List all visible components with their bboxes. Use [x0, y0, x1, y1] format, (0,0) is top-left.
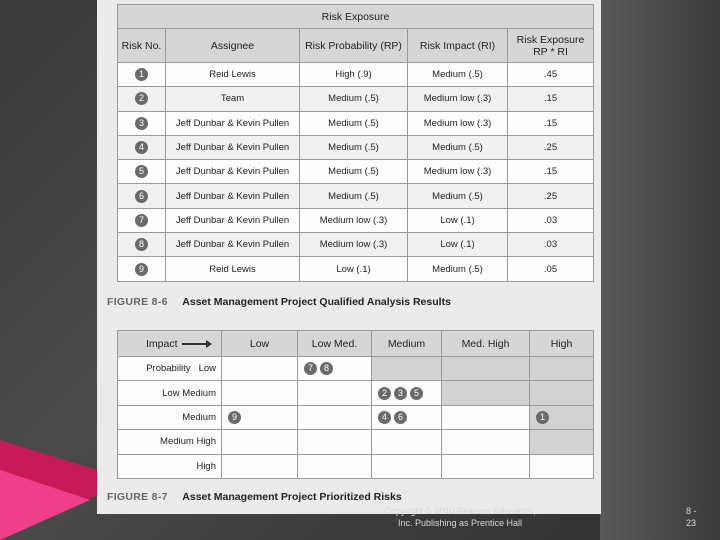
impact-column-header: Low — [222, 331, 298, 357]
exposure-cell: .15 — [508, 160, 594, 184]
risk-number-cell — [118, 208, 166, 232]
page-number-line-1: 8 - — [686, 506, 697, 516]
table-row — [118, 233, 594, 257]
right-arrow-icon — [182, 343, 208, 345]
assignee-cell: Jeff Dunbar & Kevin Pullen — [166, 160, 300, 184]
figure-8-6-title: Asset Management Project Qualified Analysis Results — [182, 296, 451, 308]
risk-number-badge: 9 — [135, 263, 148, 276]
risk-number-badge: 8 — [135, 238, 148, 251]
matrix-cell — [530, 454, 594, 478]
risk-number-cell — [118, 111, 166, 135]
matrix-cell — [372, 357, 442, 381]
matrix-cell — [372, 454, 442, 478]
table-row — [118, 257, 594, 281]
risk-exposure-table — [117, 4, 594, 282]
risk-number-badge: 7 — [135, 214, 148, 227]
table-row — [118, 184, 594, 208]
impact-cell: Medium (.5) — [408, 135, 508, 159]
risk-number-cell — [118, 184, 166, 208]
assignee-cell: Jeff Dunbar & Kevin Pullen — [166, 184, 300, 208]
probability-level: Medium High — [160, 436, 216, 448]
impact-cell: Medium (.5) — [408, 257, 508, 281]
probability-row-label — [118, 454, 222, 478]
risk-number-cell — [118, 135, 166, 159]
figure-8-7-caption — [107, 491, 402, 503]
impact-cell: Medium low (.3) — [408, 111, 508, 135]
matrix-row — [118, 430, 594, 454]
matrix-cell — [222, 405, 298, 429]
matrix-cell — [530, 405, 594, 429]
matrix-cell — [298, 381, 372, 405]
probability-cell: Medium (.5) — [300, 111, 408, 135]
probability-cell: Medium (.5) — [300, 135, 408, 159]
assignee-cell: Reid Lewis — [166, 63, 300, 87]
impact-column-header: Low Med. — [298, 331, 372, 357]
probability-level: Low — [198, 363, 216, 375]
risk-number-cell — [118, 63, 166, 87]
column-header: Risk Impact (RI) — [408, 29, 508, 63]
table-row — [118, 135, 594, 159]
figure-8-6-label: FIGURE 8-6 — [107, 296, 168, 308]
assignee-cell: Reid Lewis — [166, 257, 300, 281]
probability-cell: Low (.1) — [300, 257, 408, 281]
matrix-cell — [222, 357, 298, 381]
risk-exposure-title: Risk Exposure — [118, 5, 594, 29]
risk-number-badge: 6 — [394, 411, 407, 424]
probability-cell: Medium low (.3) — [300, 208, 408, 232]
probability-label: Probability — [146, 363, 191, 375]
matrix-cell — [372, 430, 442, 454]
exposure-cell: .45 — [508, 63, 594, 87]
impact-cell: Medium (.5) — [408, 63, 508, 87]
probability-row-label — [118, 430, 222, 454]
risk-number-badge: 6 — [135, 190, 148, 203]
probability-row-label — [118, 381, 222, 405]
matrix-cell — [442, 357, 530, 381]
matrix-cell — [222, 454, 298, 478]
assignee-cell: Team — [166, 87, 300, 111]
impact-cell: Medium low (.3) — [408, 87, 508, 111]
matrix-row — [118, 381, 594, 405]
assignee-cell: Jeff Dunbar & Kevin Pullen — [166, 135, 300, 159]
slide-background-stripe — [600, 0, 720, 540]
risk-number-badge: 4 — [135, 141, 148, 154]
column-header: Risk Exposure RP * RI — [508, 29, 594, 63]
impact-cell: Medium low (.3) — [408, 160, 508, 184]
exposure-cell: .05 — [508, 257, 594, 281]
impact-header — [118, 331, 222, 357]
probability-cell: Medium low (.3) — [300, 233, 408, 257]
exposure-cell: .03 — [508, 233, 594, 257]
impact-cell: Low (.1) — [408, 233, 508, 257]
risk-number-cell — [118, 87, 166, 111]
impact-column-header: Med. High — [442, 331, 530, 357]
table-row — [118, 160, 594, 184]
matrix-cell — [530, 357, 594, 381]
risk-number-badge: 2 — [378, 387, 391, 400]
matrix-row — [118, 454, 594, 478]
probability-row-label — [118, 357, 222, 381]
table-row — [118, 63, 594, 87]
risk-number-badge: 5 — [410, 387, 423, 400]
matrix-cell — [442, 454, 530, 478]
impact-cell: Medium (.5) — [408, 184, 508, 208]
table-row — [118, 87, 594, 111]
risk-number-cell — [118, 233, 166, 257]
impact-column-header: High — [530, 331, 594, 357]
matrix-cell — [222, 430, 298, 454]
probability-cell: Medium (.5) — [300, 87, 408, 111]
risk-number-badge: 9 — [228, 411, 241, 424]
matrix-cell — [442, 405, 530, 429]
copyright-line-2: Inc. Publishing as Prentice Hall — [397, 518, 523, 528]
copyright-line-1: Copyright © 2010 Pearson Education, — [384, 506, 536, 516]
risk-number-badge: 4 — [378, 411, 391, 424]
column-header: Risk Probability (RP) — [300, 29, 408, 63]
risk-number-badge: 5 — [135, 165, 148, 178]
assignee-cell: Jeff Dunbar & Kevin Pullen — [166, 208, 300, 232]
figure-8-7-label: FIGURE 8-7 — [107, 491, 168, 503]
probability-cell: Medium (.5) — [300, 184, 408, 208]
table-row — [118, 111, 594, 135]
probability-level: Low Medium — [162, 387, 216, 399]
matrix-cell — [298, 454, 372, 478]
exposure-cell: .15 — [508, 111, 594, 135]
risk-number-badge: 7 — [304, 362, 317, 375]
matrix-cell — [372, 381, 442, 405]
matrix-cell — [530, 430, 594, 454]
scanned-page — [97, 0, 601, 514]
risk-number-cell — [118, 257, 166, 281]
matrix-cell — [222, 381, 298, 405]
matrix-cell — [372, 405, 442, 429]
matrix-row — [118, 405, 594, 429]
exposure-cell: .15 — [508, 87, 594, 111]
risk-number-badge: 3 — [135, 117, 148, 130]
risk-priority-matrix — [117, 330, 594, 479]
figure-8-7-title: Asset Management Project Prioritized Risks — [182, 491, 402, 503]
probability-row-label — [118, 405, 222, 429]
column-header: Assignee — [166, 29, 300, 63]
page-number-line-2: 23 — [686, 518, 697, 528]
exposure-cell: .03 — [508, 208, 594, 232]
risk-number-cell — [118, 160, 166, 184]
probability-level: Medium — [182, 411, 216, 423]
matrix-cell — [442, 430, 530, 454]
matrix-cell — [442, 381, 530, 405]
risk-number-badge: 1 — [536, 411, 549, 424]
risk-number-badge: 8 — [320, 362, 333, 375]
impact-cell: Low (.1) — [408, 208, 508, 232]
risk-number-badge: 3 — [394, 387, 407, 400]
figure-8-6-caption — [107, 296, 451, 308]
probability-cell: High (.9) — [300, 63, 408, 87]
assignee-cell: Jeff Dunbar & Kevin Pullen — [166, 233, 300, 257]
exposure-cell: .25 — [508, 135, 594, 159]
slide-accent-shape-inner — [0, 470, 90, 540]
impact-label: Impact — [146, 337, 178, 350]
assignee-cell: Jeff Dunbar & Kevin Pullen — [166, 111, 300, 135]
page-number — [686, 505, 710, 529]
matrix-cell — [298, 357, 372, 381]
matrix-cell — [530, 381, 594, 405]
matrix-row — [118, 357, 594, 381]
copyright-footer — [350, 505, 570, 529]
probability-cell: Medium (.5) — [300, 160, 408, 184]
risk-number-badge: 1 — [135, 68, 148, 81]
matrix-cell — [298, 430, 372, 454]
risk-number-badge: 2 — [135, 92, 148, 105]
probability-level: High — [196, 460, 216, 472]
impact-column-header: Medium — [372, 331, 442, 357]
matrix-cell — [298, 405, 372, 429]
column-header: Risk No. — [118, 29, 166, 63]
exposure-cell: .25 — [508, 184, 594, 208]
table-row — [118, 208, 594, 232]
